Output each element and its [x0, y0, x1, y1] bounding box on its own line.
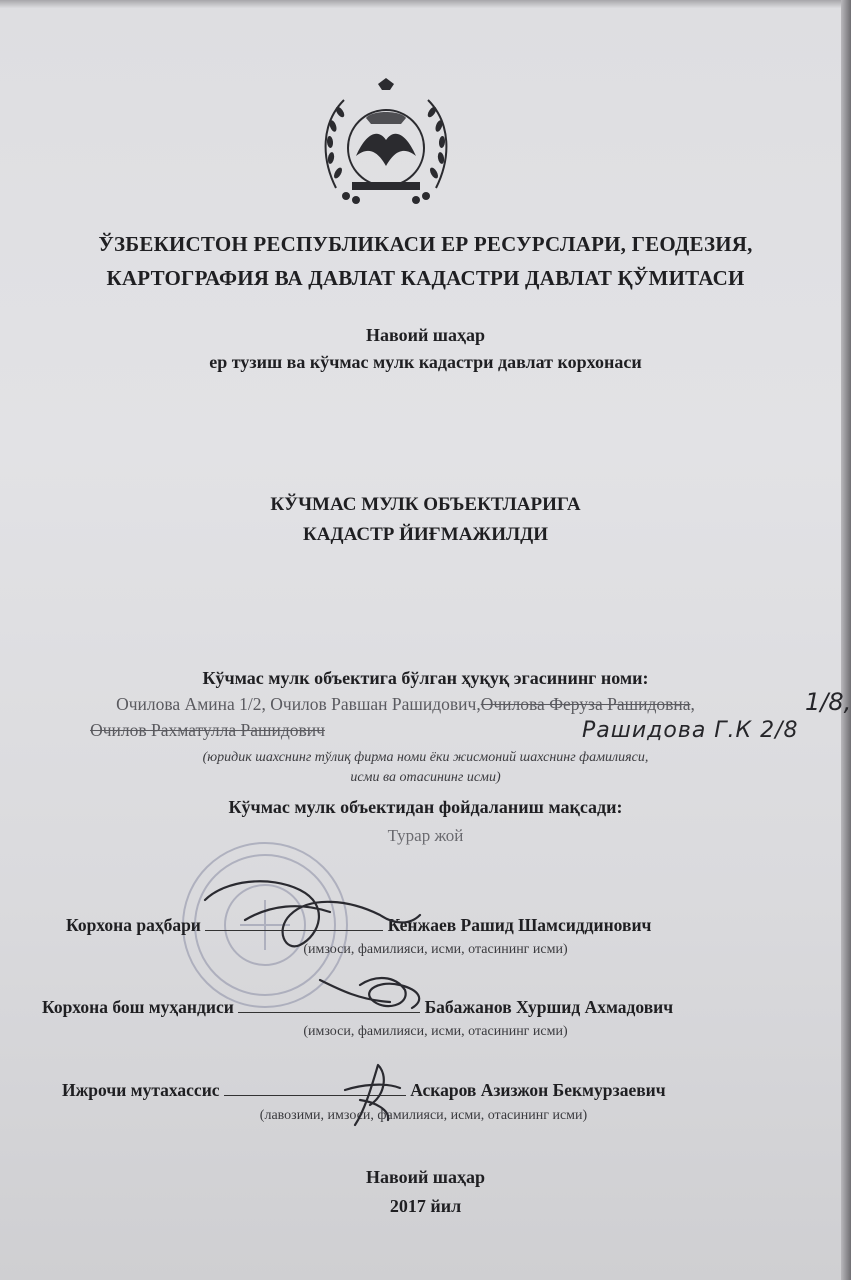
- director-caption: (имзоси, фамилияси, исми, отасининг исми): [303, 942, 568, 957]
- director-row: [66, 914, 651, 936]
- enterprise-name: ер тузиш ва кўчмас мулк кадастри давлат корхонаси: [209, 352, 642, 372]
- purpose-label: Кўчмас мулк объектидан фойдаланиш мақсади:: [228, 797, 623, 817]
- owner-names-line-2: [0, 720, 633, 741]
- specialist-name: Аскаров Азизжон Бекмурзаевич: [410, 1080, 666, 1100]
- ministry-line-1: ЎЗБЕКИСТОН РЕСПУБЛИКАСИ ЕР РЕСУРСЛАРИ, ГЕОДЕЗИЯ,: [98, 232, 753, 256]
- title-line-1: КЎЧМАС МУЛК ОБЪЕКТЛАРИГА: [270, 494, 581, 515]
- owner-name-struck-1: Очилова Феруза Рашидовна: [480, 694, 691, 714]
- director-name: Кенжаев Рашид Шамсиддинович: [387, 915, 652, 935]
- footer-city: Навоий шаҳар: [365, 1167, 486, 1187]
- owner-names-line-1: [0, 694, 831, 715]
- handwritten-fraction: 1/8,: [805, 688, 851, 716]
- footer-year: 2017 йил: [389, 1196, 462, 1216]
- state-emblem-icon: [316, 78, 456, 208]
- specialist-caption: (лавозими, имзоси, фамилияси, исми, отасининг исми): [259, 1108, 588, 1123]
- engineer-name: Бабажанов Хуршид Ахмадович: [424, 997, 674, 1017]
- engineer-signature-line: [238, 996, 420, 1013]
- owner-name-struck-2: Очилов Рахматулла Рашидович: [90, 720, 325, 740]
- specialist-signature-line: [224, 1079, 406, 1096]
- specialist-row: [62, 1079, 666, 1101]
- owner-note-line-2: исми ва отасининг исми): [350, 770, 501, 785]
- page-right-edge: [841, 0, 851, 1280]
- specialist-label: Ижрочи мутахассис: [62, 1080, 220, 1100]
- ministry-line-2: КАРТОГРАФИЯ ВА ДАВЛАТ КАДАСТРИ ДАВЛАТ ҚЎМИТАСИ: [106, 266, 745, 290]
- owner-note-line-1: (юридик шахснинг тўлиқ фирма номи ёки жисмоний шахснинг фамилияси,: [202, 750, 649, 765]
- director-label: Корхона раҳбари: [66, 915, 201, 935]
- owner-names-part-1: Очилова Амина 1/2, Очилов Равшан Рашидович,: [116, 694, 481, 714]
- owner-names-comma: ,: [690, 694, 695, 714]
- engineer-row: [42, 996, 673, 1018]
- engineer-label: Корхона бош муҳандиси: [42, 997, 234, 1017]
- owner-label: Кўчмас мулк объектига бўлган ҳуқуқ эгасининг номи:: [202, 668, 649, 688]
- handwritten-addition: Рашидова Г.К 2/8: [582, 718, 799, 743]
- director-signature-line: [205, 914, 383, 931]
- purpose-value: Турар жой: [387, 826, 464, 845]
- engineer-caption: (имзоси, фамилияси, исми, отасининг исми): [303, 1024, 568, 1039]
- page-top-edge: [0, 0, 851, 8]
- title-line-2: КАДАСТР ЙИҒМАЖИЛДИ: [303, 524, 548, 545]
- header-city: Навоий шаҳар: [365, 325, 486, 345]
